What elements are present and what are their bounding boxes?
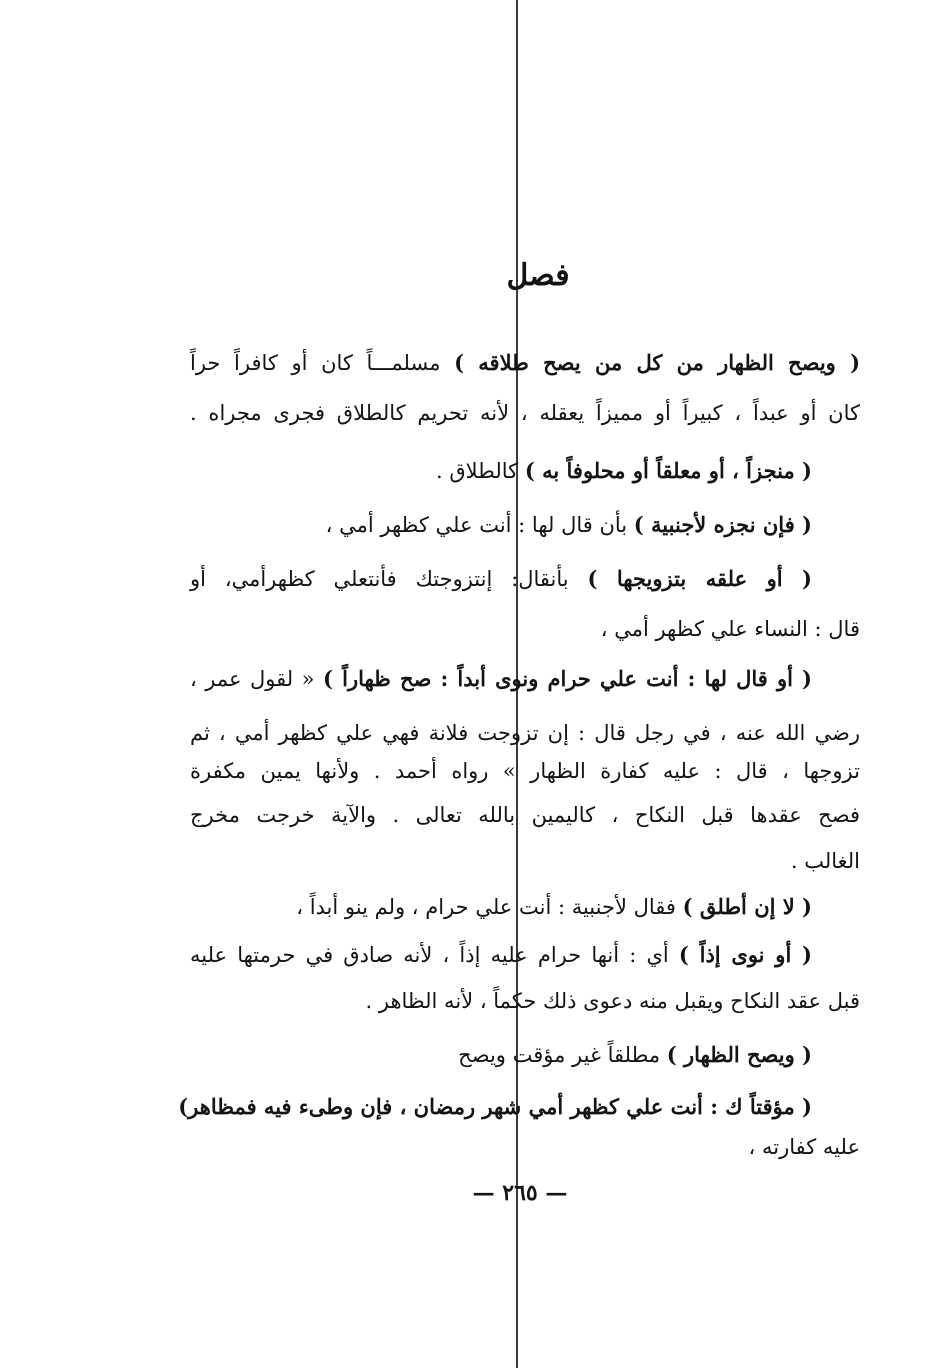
- section-heading: فصل: [506, 258, 570, 293]
- plain-phrase: فقال لأجنبية : أنت علي حرام ، ولم ينو أبداً ،: [296, 895, 683, 919]
- bold-phrase: ( أو علقه بتزويجها ): [587, 566, 812, 591]
- text-line-10: [190, 790, 860, 840]
- bold-phrase: ( أو قال لها : أنت علي حرام ونوى أبداً : صح ظهاراً ): [323, 666, 812, 691]
- plain-phrase: كان أو عبداً ، كبيراً أو مميزاً يعقله ، لأنه تحريم كالطلاق فجرى مجراه .: [190, 401, 860, 425]
- plain-phrase: تزوجها ، قال : عليه كفارة الظهار » رواه أحمد . ولأنها يمين مكفرة: [190, 759, 860, 783]
- plain-phrase: الغالب .: [790, 849, 860, 873]
- plain-phrase: أي : أنها حرام عليه إذاً ، لأنه صادق في حرمتها عليه: [190, 943, 679, 967]
- text-line-11: [190, 836, 860, 886]
- text-line-13: [190, 930, 860, 980]
- bold-phrase: ( ويصح الظهار من كل من يصح طلاقه ): [454, 350, 861, 375]
- plain-phrase: قال : النساء علي كظهر أمي ،: [600, 617, 860, 641]
- text-line-4: [190, 500, 860, 550]
- bold-phrase: ( منجزاً ، أو معلقاً أو محلوفاً به ): [524, 458, 812, 483]
- text-line-9: [190, 746, 860, 796]
- text-line-5: [190, 554, 860, 604]
- plain-phrase: كالطلاق .: [435, 459, 525, 483]
- text-line-7: [190, 654, 860, 704]
- text-line-15: [190, 1030, 860, 1080]
- text-line-17: [190, 1122, 860, 1172]
- bold-phrase: ( لا إن أطلق ): [682, 894, 812, 919]
- plain-phrase: عليه كفارته ،: [748, 1135, 860, 1159]
- plain-phrase: بأنقال: إنتزوجتك فأنتعلي كظهرأمي، أو: [190, 567, 588, 591]
- bold-phrase: ( ويصح الظهار ): [666, 1042, 812, 1067]
- text-line-3: [190, 446, 860, 496]
- plain-phrase: مسلمـــاً كان أو كافراً حراً: [190, 351, 455, 375]
- plain-phrase: رضي الله عنه ، في رجل قال : إن تزوجت فلانة فهي علي كظهر أمي ، ثم: [190, 721, 860, 745]
- text-line-12: [190, 882, 860, 932]
- plain-phrase: قبل عقد النكاح ويقبل منه دعوى ذلك حكماً ، لأنه الظاهر .: [365, 989, 860, 1013]
- page-number: — ٢٦٥ —: [472, 1180, 568, 1206]
- text-line-1: [190, 338, 860, 388]
- plain-phrase: بأن قال لها : أنت علي كظهر أمي ،: [325, 513, 634, 537]
- text-line-6: [190, 604, 860, 654]
- plain-phrase: « لقول عمر ،: [190, 667, 324, 691]
- text-line-14: [190, 976, 860, 1026]
- bold-phrase: ( فإن نجزه لأجنبية ): [633, 512, 812, 537]
- bold-phrase: ( أو نوى إذاً ): [678, 942, 812, 967]
- text-line-2: [190, 388, 860, 438]
- plain-phrase: مطلقاً غير مؤقت ويصح: [458, 1043, 667, 1067]
- plain-phrase: فصح عقدها قبل النكاح ، كاليمين بالله تعالى . والآية خرجت مخرج: [190, 803, 860, 827]
- bold-phrase: ( مؤقتاً ك : أنت علي كظهر أمي شهر رمضان ، فإن وطىء فيه فمظاهر): [178, 1094, 812, 1119]
